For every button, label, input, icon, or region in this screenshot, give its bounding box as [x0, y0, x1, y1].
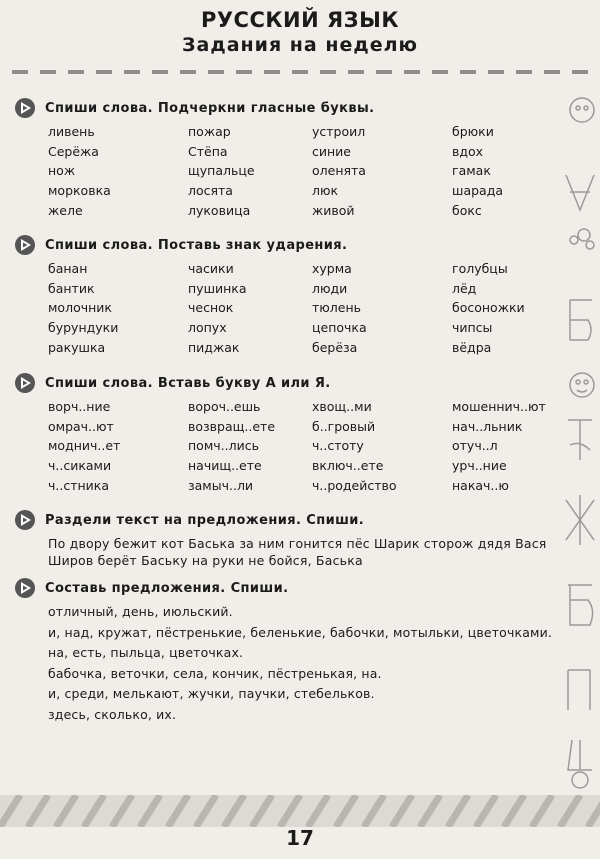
- word-cell: берёза: [312, 339, 358, 355]
- word-cell: урч..ние: [452, 458, 507, 474]
- word-cell: луковица: [188, 202, 251, 218]
- word-cell: чипсы: [452, 320, 493, 336]
- word-cell: ворч..ние: [48, 399, 111, 414]
- sentence-line: бабочка, веточки, села, кончик, пёстренькая, на.: [48, 665, 382, 681]
- task-title: Спиши слова. Вставь букву А или Я.: [45, 375, 331, 391]
- triangle-bullet-icon: [14, 577, 36, 599]
- word-cell: голубцы: [452, 261, 508, 276]
- word-grid: [14, 122, 554, 220]
- word-cell: мошеннич..ют: [452, 399, 546, 414]
- word-cell: цепочка: [312, 320, 367, 336]
- sentence-line: и, среди, мелькают, жучки, паучки, стебельков.: [48, 686, 375, 701]
- word-cell: шарада: [452, 183, 503, 199]
- sentence-list: [14, 602, 554, 725]
- word-cell: нач..льник: [452, 418, 523, 434]
- task-title: Составь предложения. Спиши.: [45, 580, 289, 596]
- task-text: По двору бежит кот Баська за ним гонится пёс Шарик сторож дядя Вася Широв берёт Баську на руки не бойся, Баська: [48, 536, 547, 568]
- page-header: [0, 8, 600, 56]
- task-title: Спиши слова. Подчеркни гласные буквы.: [45, 100, 375, 116]
- word-cell: устроил: [312, 124, 366, 139]
- word-cell: бурундуки: [48, 320, 119, 336]
- word-cell: помч..лись: [188, 438, 259, 454]
- task-1: [14, 96, 554, 220]
- word-cell: отуч..л: [452, 438, 498, 454]
- word-cell: банан: [48, 261, 88, 276]
- word-cell: морковка: [48, 183, 111, 199]
- word-cell: ракушка: [48, 339, 106, 355]
- word-cell: моднич..ет: [48, 438, 121, 454]
- word-grid: [14, 259, 554, 357]
- task-4: [14, 508, 554, 569]
- word-cell: вдох: [452, 143, 484, 159]
- word-cell: оленята: [312, 163, 366, 179]
- word-cell: Серёжа: [48, 143, 99, 159]
- word-cell: синие: [312, 143, 351, 159]
- sentence-line: здесь, сколько, их.: [48, 706, 177, 722]
- word-cell: Стёпа: [188, 143, 228, 159]
- word-cell: брюки: [452, 124, 494, 139]
- word-cell: б..гровый: [312, 418, 376, 434]
- word-cell: ч..стоту: [312, 438, 364, 454]
- word-cell: хурма: [312, 261, 352, 276]
- word-cell: начищ..ете: [188, 458, 262, 474]
- word-cell: лёд: [452, 280, 477, 296]
- page-subtitle: Задания на неделю: [182, 34, 418, 56]
- word-cell: накач..ю: [452, 477, 509, 493]
- word-cell: включ..ете: [312, 458, 384, 474]
- task-3: [14, 371, 554, 495]
- word-cell: омрач..ют: [48, 418, 114, 434]
- word-cell: бокс: [452, 202, 482, 218]
- word-cell: лопух: [188, 320, 227, 336]
- dashed-divider: [12, 70, 592, 74]
- word-cell: гамак: [452, 163, 491, 179]
- word-cell: щупальце: [188, 163, 255, 179]
- word-cell: ливень: [48, 124, 95, 139]
- triangle-bullet-icon: [14, 97, 36, 119]
- footer-striped-band: [0, 795, 600, 827]
- sentence-line: и, над, кружат, пёстренькие, беленькие, бабочки, мотыльки, цветочками.: [48, 624, 552, 640]
- sentence-line: на, есть, пыльца, цветочках.: [48, 645, 244, 660]
- word-cell: бантик: [48, 280, 95, 296]
- decorative-letters-strip: [560, 80, 600, 800]
- page-title: РУССКИЙ ЯЗЫК: [200, 8, 400, 32]
- word-cell: замыч..ли: [188, 477, 254, 493]
- word-cell: пушинка: [188, 280, 247, 296]
- word-cell: ч..сиками: [48, 458, 112, 474]
- word-cell: ч..стника: [48, 477, 109, 493]
- word-cell: вороч..ешь: [188, 399, 261, 414]
- task-2: [14, 233, 554, 357]
- word-cell: ч..родейство: [312, 477, 397, 493]
- sentence-line: отличный, день, июльский.: [48, 604, 233, 619]
- word-cell: возвращ..ете: [188, 418, 276, 434]
- word-cell: лосята: [188, 183, 233, 199]
- word-grid: [14, 397, 554, 495]
- task-5: [14, 576, 554, 725]
- triangle-bullet-icon: [14, 509, 36, 531]
- word-cell: живой: [312, 202, 355, 218]
- word-cell: босоножки: [452, 300, 525, 316]
- triangle-bullet-icon: [14, 234, 36, 256]
- word-cell: желе: [48, 202, 83, 218]
- word-cell: пожар: [188, 124, 231, 139]
- word-cell: тюлень: [312, 300, 362, 316]
- page-number: 17: [286, 826, 314, 850]
- word-cell: часики: [188, 261, 234, 276]
- triangle-bullet-icon: [14, 372, 36, 394]
- task-title: Спиши слова. Поставь знак ударения.: [45, 237, 348, 253]
- word-cell: люди: [312, 280, 348, 296]
- word-cell: хвощ..ми: [312, 399, 372, 414]
- word-cell: люк: [312, 183, 339, 199]
- word-cell: нож: [48, 163, 76, 179]
- word-cell: пиджак: [188, 339, 240, 355]
- word-cell: молочник: [48, 300, 112, 316]
- word-cell: чеснок: [188, 300, 234, 316]
- word-cell: вёдра: [452, 339, 492, 355]
- task-title: Раздели текст на предложения. Спиши.: [45, 512, 365, 528]
